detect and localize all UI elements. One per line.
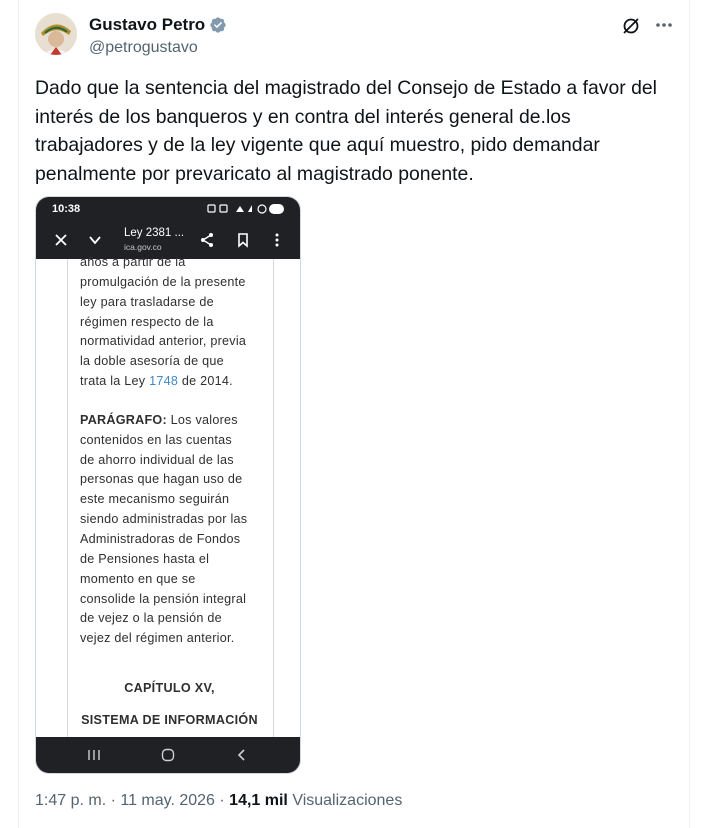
back-icon[interactable] (234, 747, 250, 763)
home-icon[interactable] (160, 747, 176, 763)
share-icon[interactable] (198, 231, 216, 249)
doc-line: siendo administradas por las (80, 512, 248, 527)
doc-line: promulgación de la presente (80, 274, 246, 289)
paragrafo-line (80, 411, 265, 431)
browser-menu-icon[interactable] (268, 231, 286, 249)
doc-line: este mecanismo seguirán (80, 492, 230, 507)
meta-separator: · (106, 792, 121, 809)
doc-line: vejez del régimen anterior. (80, 631, 235, 646)
paragrafo-first: Los valores (166, 412, 238, 427)
doc-line: consolide la pensión integral (80, 591, 247, 606)
close-icon[interactable] (52, 231, 70, 249)
tweet-metadata (35, 792, 402, 810)
document-text (80, 253, 265, 649)
tweet-time[interactable]: 1:47 p. m. (35, 792, 107, 809)
browser-url: ica.gov.co (124, 242, 162, 252)
meta-separator: · (214, 792, 230, 809)
doc-line: régimen respecto de la (80, 314, 214, 329)
doc-ref-suffix: de 2014. (178, 374, 233, 389)
status-icons (206, 202, 286, 216)
tweet-card (18, 0, 690, 828)
tweet-text: Dado que la sentencia del magistrado del Consejo de Estado a favor del interés de los banqueros y en contra del interés general de.los trabajadores y de la ley vigente que aquí muestro, pido demandar penalmente por prevaricato al magistrado ponente. (35, 77, 657, 185)
tweet-media-image[interactable] (35, 196, 301, 774)
bookmark-icon[interactable] (234, 231, 252, 249)
doc-line: momento en que se (80, 571, 196, 586)
doc-line: la doble asesoría de que (80, 354, 224, 369)
verified-badge-icon (209, 16, 227, 34)
doc-line: de vejez o la pensión de (80, 611, 222, 626)
chapter-heading: CAPÍTULO XV, (124, 681, 215, 695)
document-page (36, 255, 300, 737)
more-options-icon[interactable] (653, 14, 675, 36)
phone-nav-bar (36, 737, 300, 773)
paragrafo-label: PARÁGRAFO: (80, 412, 167, 427)
views-label: Visualizaciones (287, 792, 403, 809)
doc-line: personas que hagan uso de (80, 472, 243, 487)
author-name[interactable]: Gustavo Petro (89, 15, 206, 34)
author-handle[interactable]: @petrogustavo (89, 39, 198, 56)
status-time: 10:38 (52, 203, 81, 215)
doc-line: normatividad anterior, previa (80, 334, 247, 349)
grok-icon[interactable] (621, 16, 641, 36)
doc-line: contenidos en las cuentas (80, 432, 232, 447)
law-link[interactable]: 1748 (149, 374, 179, 389)
phone-status-bar (36, 197, 300, 221)
tweet-date[interactable]: 11 may. 2026 (120, 792, 215, 809)
browser-page-title: Ley 2381 ... (124, 227, 185, 239)
doc-line: ley para trasladarse de (80, 294, 214, 309)
doc-ref-prefix: trata la Ley (80, 374, 150, 389)
author-name-row (89, 15, 227, 35)
doc-line: de Pensiones hasta el (80, 551, 210, 566)
recent-apps-icon[interactable] (86, 747, 102, 763)
doc-line-reference (80, 372, 265, 392)
doc-line: años a partir de la (80, 255, 186, 269)
views-count: 14,1 mil (229, 792, 288, 809)
avatar[interactable] (35, 13, 77, 55)
section-heading: SISTEMA DE INFORMACIÓN (81, 713, 258, 727)
doc-line: de ahorro individual de las (80, 452, 234, 467)
doc-line: Administradoras de Fondos (80, 531, 241, 546)
chevron-down-icon[interactable] (86, 231, 104, 249)
